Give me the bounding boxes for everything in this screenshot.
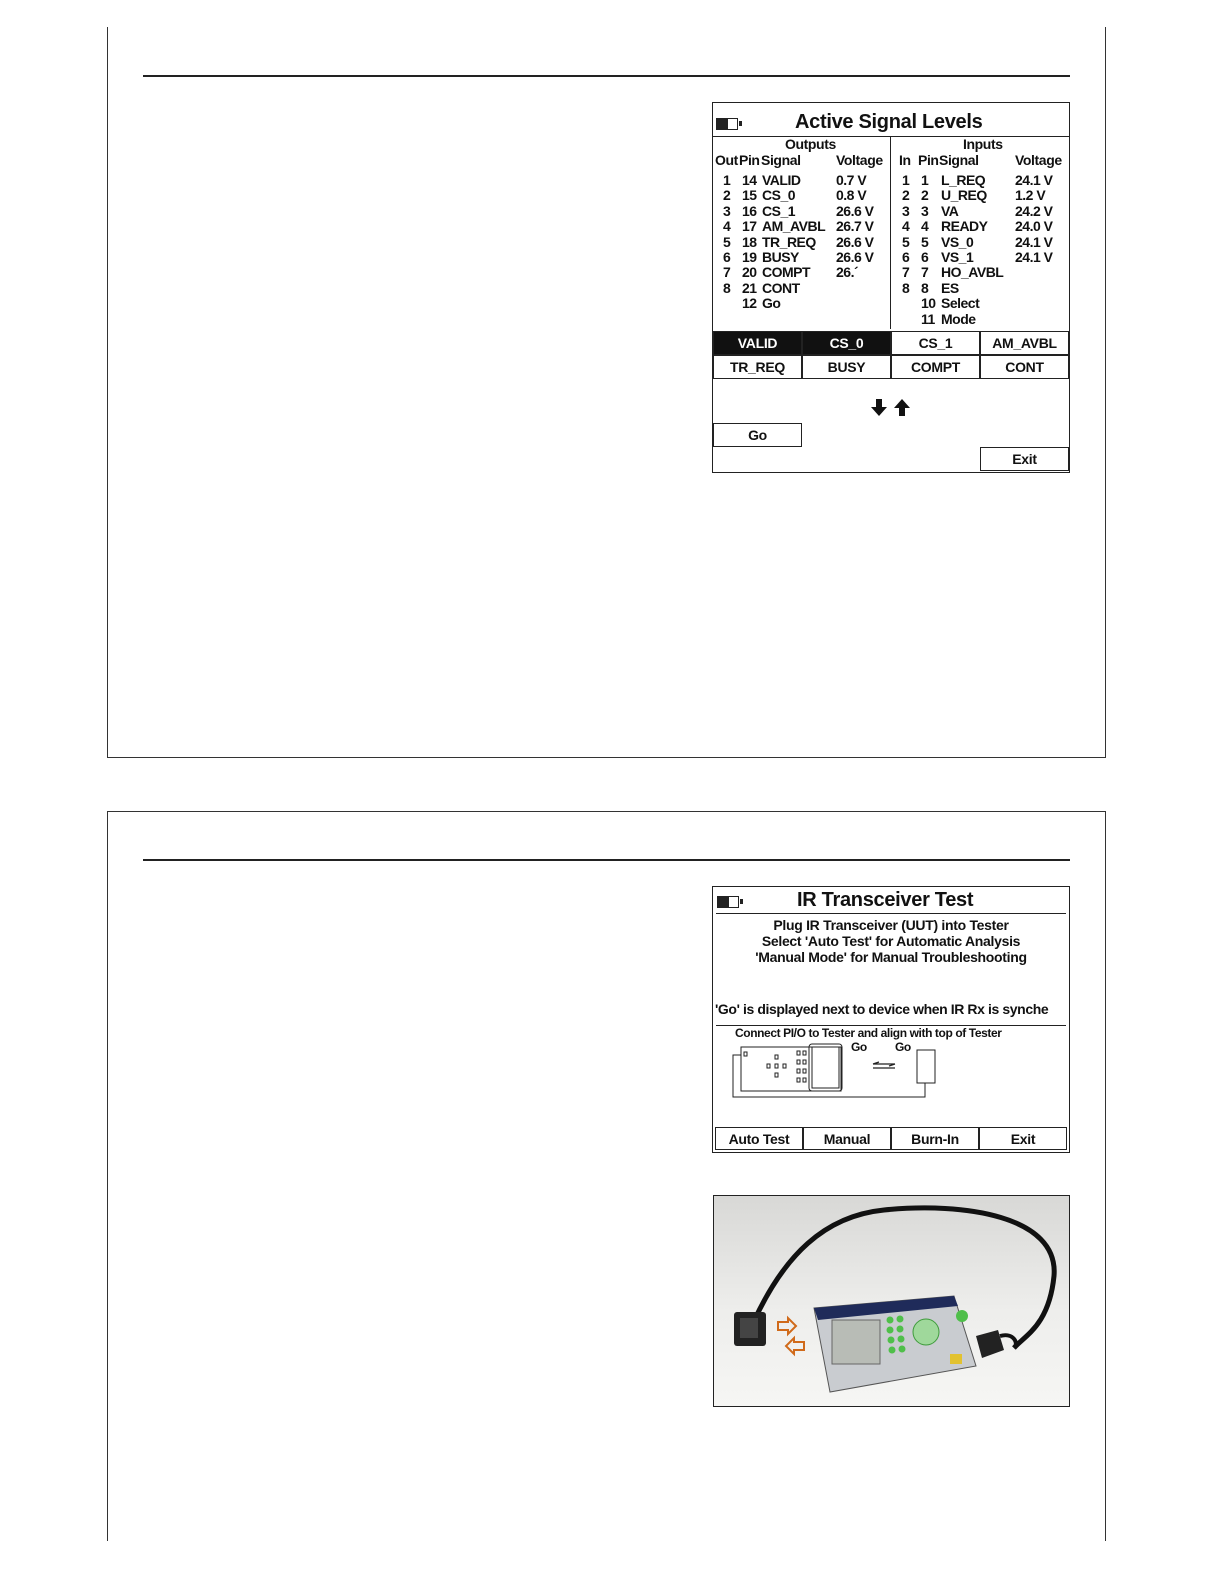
manual-button[interactable]: Manual: [803, 1127, 891, 1150]
outputs-pin-column: 14 15 16 17 18 19 20 21 12: [742, 172, 757, 312]
inputs-voltage-column: 24.1 V 1.2 V 24.2 V 24.0 V 24.1 V 24.1 V: [1015, 172, 1053, 266]
tester-connection-diagram: [729, 1043, 939, 1103]
col-header-in-signal: Signal: [939, 152, 979, 168]
signal-button-cs0[interactable]: CS_0: [802, 331, 891, 355]
instructions-block: [713, 917, 1069, 965]
page-border-left-bottom: [107, 811, 108, 1541]
signal-button-am-avbl[interactable]: AM_AVBL: [980, 331, 1069, 355]
inputs-in-column: 1 2 3 4 5 6 7 8: [902, 172, 910, 296]
signal-button-valid[interactable]: VALID: [713, 331, 802, 355]
outputs-out-column: 1 2 3 4 5 6 7 8: [723, 172, 731, 296]
inputs-signal-column: L_REQ U_REQ VA READY VS_0 VS_1 HO_AVBL ES Select Mode: [941, 172, 1004, 327]
screen-title: IR Transceiver Test: [797, 889, 974, 911]
go-indicator-left: Go: [851, 1040, 867, 1054]
active-signal-levels-screen: [712, 102, 1070, 473]
col-header-out: Out: [715, 152, 738, 168]
page-border-top-bottom: [107, 811, 1106, 812]
page-border-bottom-top: [107, 757, 1106, 758]
ir-transceiver-test-screen: [712, 886, 1070, 1153]
handheld-tester-icon: [714, 1196, 1070, 1407]
outputs-signal-column: VALID CS_0 CS_1 AM_AVBL TR_REQ BUSY COMPT CONT Go: [762, 172, 826, 312]
exit-button[interactable]: Exit: [980, 447, 1069, 471]
instruction-line: Plug IR Transceiver (UUT) into Tester: [773, 917, 1009, 933]
screen-title: Active Signal Levels: [795, 111, 983, 133]
col-header-pin: Pin: [739, 152, 760, 168]
battery-icon: [717, 896, 739, 908]
page-border-right-top: [1105, 27, 1106, 758]
outputs-voltage-column: 0.7 V 0.8 V 26.6 V 26.7 V 26.6 V 26.6 V 26.´: [836, 172, 874, 281]
exit-button[interactable]: Exit: [979, 1127, 1067, 1150]
page-border-right-bottom: [1105, 811, 1106, 1541]
sync-note: 'Go' is displayed next to device when IR Rx is synche: [715, 1001, 1049, 1017]
signal-button-compt[interactable]: COMPT: [891, 355, 980, 379]
go-indicator-right: Go: [895, 1040, 911, 1054]
inputs-pin-column: 1 2 3 4 5 6 7 8 10 11: [921, 172, 936, 327]
col-header-voltage: Voltage: [836, 152, 883, 168]
connect-note: Connect PI/O to Tester and align with top of Tester: [735, 1026, 1002, 1040]
col-header-in: In: [899, 152, 911, 168]
col-header-signal: Signal: [761, 152, 801, 168]
instruction-line: Select 'Auto Test' for Automatic Analysis: [761, 933, 1021, 949]
burn-in-button[interactable]: Burn-In: [891, 1127, 979, 1150]
col-header-in-voltage: Voltage: [1015, 152, 1062, 168]
instruction-line: 'Manual Mode' for Manual Troubleshooting: [755, 949, 1027, 965]
scroll-arrows-icon[interactable]: [871, 399, 913, 417]
signal-button-tr-req[interactable]: TR_REQ: [713, 355, 802, 379]
outputs-heading: Outputs: [785, 136, 836, 152]
inputs-heading: Inputs: [963, 136, 1003, 152]
page-border-left-top: [107, 27, 108, 758]
battery-icon: [716, 118, 738, 130]
tester-photo: [713, 1195, 1070, 1407]
signal-button-cont[interactable]: CONT: [980, 355, 1069, 379]
section-rule-top: [143, 75, 1070, 77]
go-button[interactable]: Go: [713, 423, 802, 447]
section-rule-bottom: [143, 859, 1070, 861]
col-header-in-pin: Pin: [918, 152, 939, 168]
auto-test-button[interactable]: Auto Test: [715, 1127, 803, 1150]
signal-button-busy[interactable]: BUSY: [802, 355, 891, 379]
signal-button-cs1[interactable]: CS_1: [891, 331, 980, 355]
